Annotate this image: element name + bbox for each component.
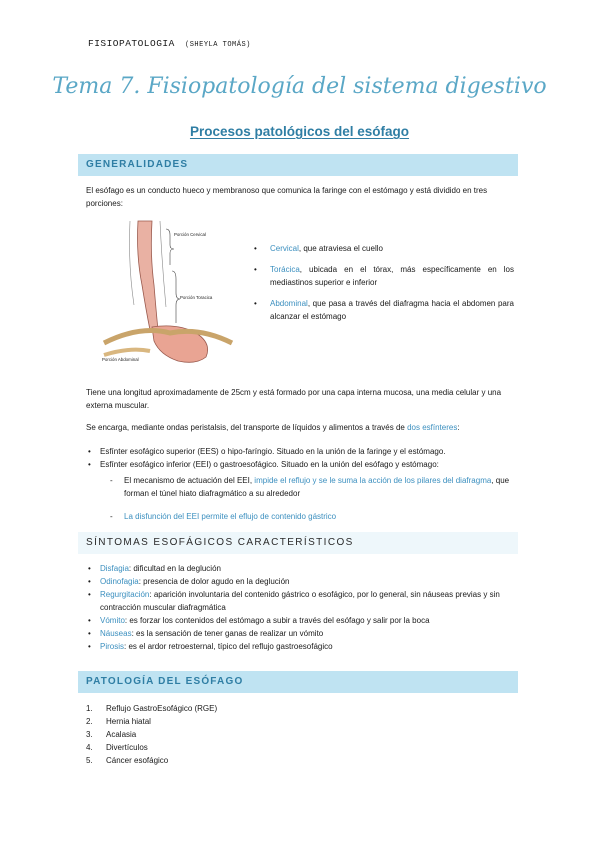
sphincters-list [86,445,514,471]
list-item: - La disfunción del EEI permite el eflujo de contenido gástrico [104,510,514,523]
list-item: • Disfagia: dificultad en la deglución [86,562,514,575]
list-item: • Cervical, que atraviesa el cuello [252,242,514,255]
esophagus-figure [100,215,236,365]
list-item: • Torácica, ubicada en el tórax, más específicamente en los mediastinos superior e inferior [252,263,514,289]
intro-paragraph: El esófago es un conducto hueco y membranoso que comunica la faringe con el estómago y está dividido en tres porciones: [86,186,488,208]
section-patologia: PATOLOGÍA DEL ESÓFAGO [78,671,518,693]
list-item: 5. Cáncer esofágico [86,756,169,765]
list-item: 1. Reflujo GastroEsofágico (RGE) [86,704,218,713]
page-header [88,38,251,49]
list-item: • Esfínter esofágico superior (EES) o hipo-faríngio. Situado en la unión de la faringe y el estómago. [86,445,514,458]
label-cervical: Porción Cervical [174,232,206,237]
transport-paragraph: Se encarga, mediante ondas peristalsis, del transporte de líquidos y alimentos a través de dos esfínteres: [86,423,460,432]
list-item: • Regurgitación: aparición involuntaria del contenido gástrico o esofágico, por lo general, sin náuseas previas y sin contracción muscular diafragmática [86,588,514,614]
symptoms-list [86,562,514,653]
list-item: 3. Acalasia [86,730,137,739]
section-sintomas: SÍNTOMAS ESOFÁGICOS CARACTERÍSTICOS [78,532,518,554]
section-generalidades: GENERALIDADES [78,154,518,176]
author-name: (SHEYLA TOMÁS) [185,41,251,49]
list-item: • Esfínter esofágico inferior (EEI) o gastroesofágico. Situado en la unión del esófago y estómago: [86,458,514,471]
eei-list [104,474,514,523]
page-title: Tema 7. Fisiopatología del sistema digestivo [52,74,547,99]
label-toracica: Porción Toracica [180,295,213,300]
list-item: • Pirosis: es el ardor retroesternal, típico del reflujo gastroesofágico [86,640,514,653]
portions-list [252,242,514,331]
length-paragraph: Tiene una longitud aproximadamente de 25cm y está formado por una capa interna mucosa, una media celular y una externa muscular. [86,388,502,410]
page-subtitle: Procesos patológicos del esófago [189,124,410,139]
list-item: 2. Hernia hiatal [86,717,151,726]
list-item: • Náuseas: es la sensación de tener ganas de realizar un vómito [86,627,514,640]
list-item: • Odinofagia: presencia de dolor agudo en la deglución [86,575,514,588]
label-abdominal: Porción Abdominal [102,357,139,362]
list-item: • Vómito: es forzar los contenidos del estómago a subir a través del esófago y salir por la boca [86,614,514,627]
pathologies-list [86,702,514,767]
list-item: • Abdominal, que pasa a través del diafragma hacia el abdomen para alcanzar el estómago [252,297,514,323]
list-item: - El mecanismo de actuación del EEI, impide el reflujo y se le suma la acción de los pilares del diafragma, que forman el túnel hiato diafragmático a su alrededor [104,474,514,500]
list-item: 4. Divertículos [86,743,148,752]
course-name: FISIOPATOLOGIA [88,38,175,49]
